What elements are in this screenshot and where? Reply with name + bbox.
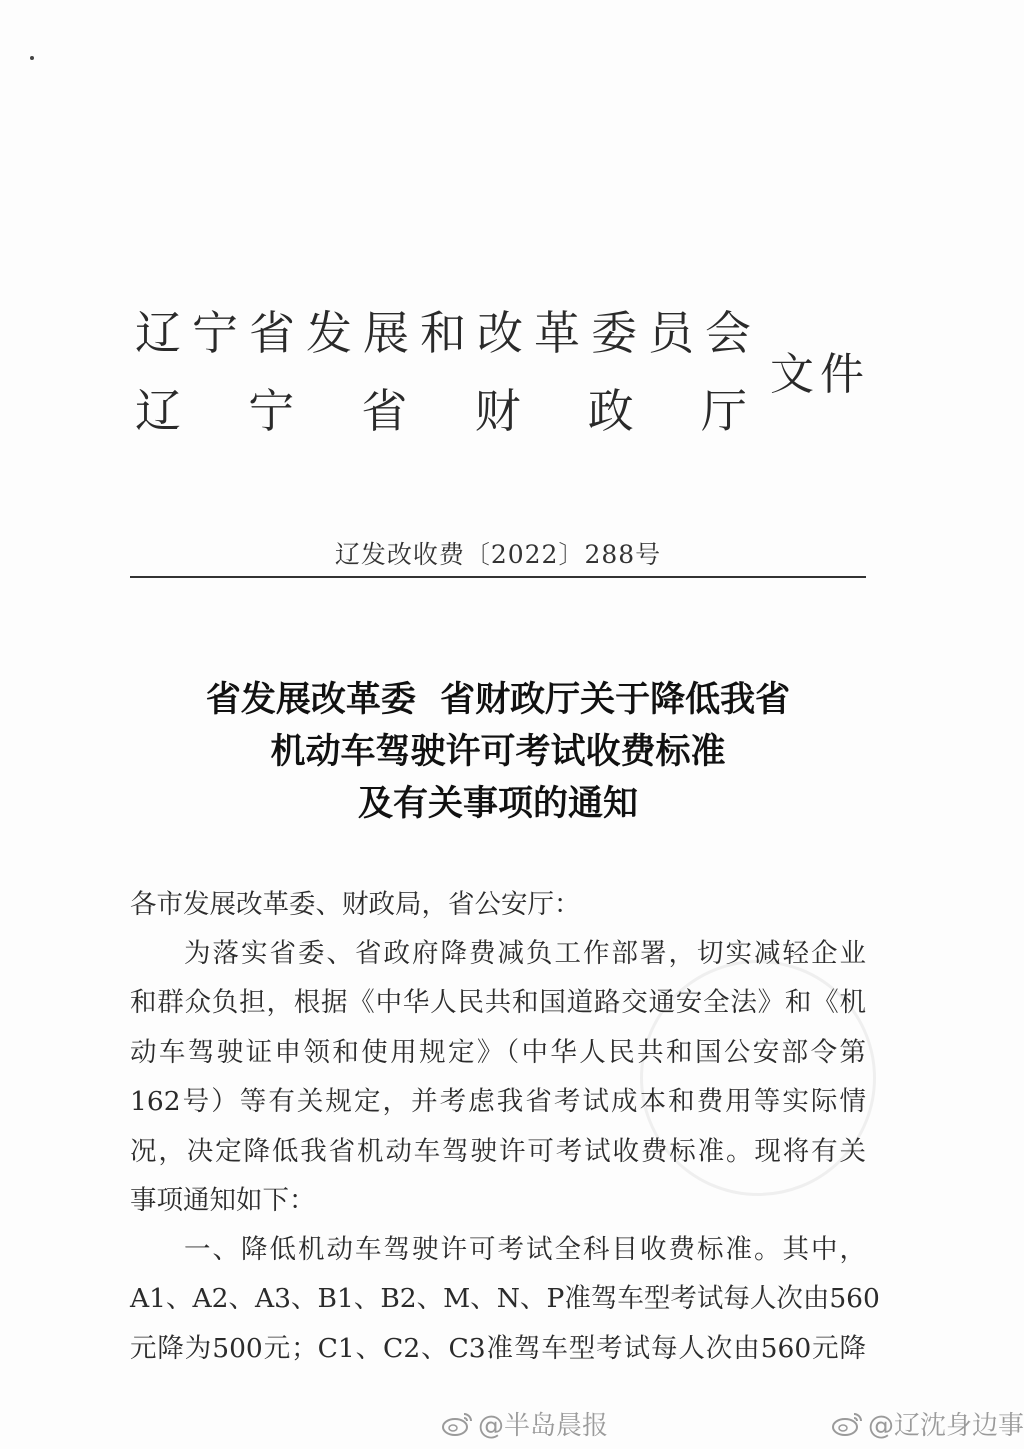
scan-speck bbox=[30, 56, 34, 60]
weibo-icon bbox=[440, 1410, 474, 1438]
social-watermarks bbox=[430, 1405, 1024, 1445]
title-line: 机动车驾驶许可考试收费标准 bbox=[270, 732, 726, 772]
org-name-finance bbox=[135, 383, 747, 439]
document-number: 辽发改收费〔2022〕288号 bbox=[334, 540, 662, 569]
title-line: 及有关事项的通知 bbox=[357, 784, 638, 824]
paragraph-line: 一、降低机动车驾驶许可考试全科目收费标准。其中， bbox=[184, 1234, 866, 1265]
paragraph-line: 元降为500元；C1、C2、C3准驾车型考试每人次由560元降 bbox=[130, 1332, 866, 1364]
paragraph-line: 况，决定降低我省机动车驾驶许可考试收费标准。现将有关 bbox=[130, 1135, 866, 1167]
org-name-drc: 辽宁省发展和改革委员会 bbox=[135, 306, 762, 360]
watermark-text: @辽沈身边事 bbox=[868, 1411, 1024, 1441]
watermark-right bbox=[830, 1405, 1024, 1442]
watermark-text: @半岛晨报 bbox=[478, 1411, 609, 1441]
salutation bbox=[130, 880, 866, 929]
header-divider bbox=[130, 576, 866, 578]
paragraph-line: 162号）等有关规定，并考虑我省考试成本和费用等实际情 bbox=[130, 1086, 866, 1118]
org-char: 政 bbox=[587, 384, 634, 438]
paragraph-line: 和群众负担，根据《中华人民共和国道路交通安全法》和《机 bbox=[130, 987, 866, 1019]
org-char: 省 bbox=[361, 384, 408, 438]
weibo-icon bbox=[830, 1410, 864, 1438]
document-suffix: 文件 bbox=[770, 349, 870, 400]
org-char: 辽 bbox=[135, 384, 181, 438]
title-line: 省发展改革委 省财政厅关于降低我省 bbox=[205, 680, 791, 720]
paragraph-line: 为落实省委、省政府降费减负工作部署，切实减轻企业 bbox=[184, 938, 866, 969]
document-title bbox=[100, 674, 896, 830]
paragraph-2 bbox=[130, 1225, 880, 1373]
org-char: 厅 bbox=[700, 384, 747, 438]
paragraph-1 bbox=[130, 929, 866, 1225]
watermark-left bbox=[440, 1405, 608, 1442]
paragraph-line: 事项通知如下： bbox=[130, 1184, 316, 1216]
salutation-text: 各市发展改革委、财政局，省公安厅： bbox=[130, 889, 581, 920]
paragraph-line: A1、A2、A3、B1、B2、M、N、P准驾车型考试每人次由560 bbox=[130, 1283, 880, 1315]
org-char: 宁 bbox=[248, 384, 295, 438]
org-char: 财 bbox=[474, 384, 521, 438]
issuing-authority-header bbox=[135, 305, 895, 445]
paragraph-line: 动车驾驶证申领和使用规定》（中华人民共和国公安部令第 bbox=[130, 1036, 866, 1068]
